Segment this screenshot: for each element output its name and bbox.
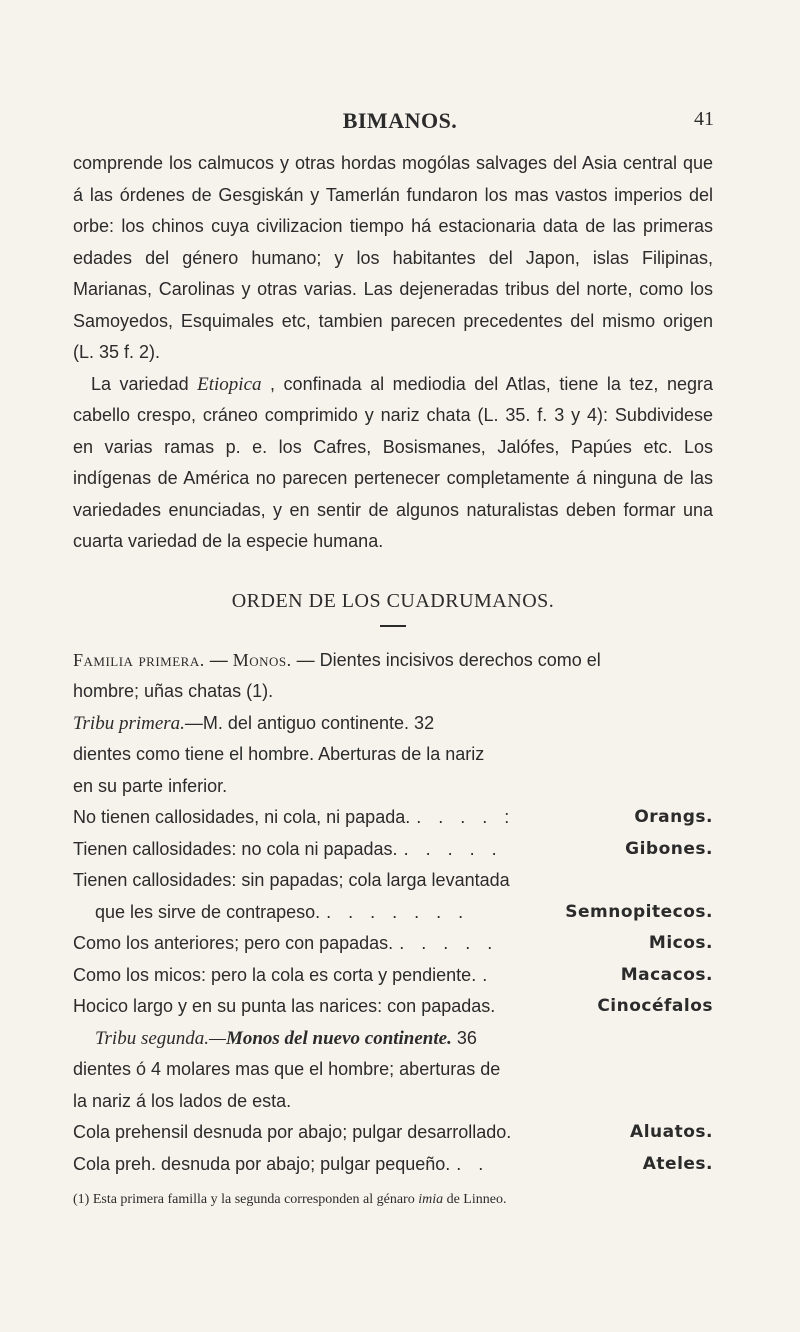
tribu-2-line-2: dientes ó 4 molares mas que el hombre; aberturas de <box>73 1059 501 1079</box>
footnote <box>73 1192 713 1208</box>
page-header <box>0 108 800 138</box>
tribu-2-line-3: la nariz á los lados de esta. <box>73 1090 292 1111</box>
leader-dots <box>495 991 597 1023</box>
paragraph-ethiopian <box>73 369 713 558</box>
paragraph-text: , confinada al mediodia del Atlas, tiene la tez, negra cabello crespo, cráneo comprimido y nariz chata (L. 35. f. 3 y 4): Subdividese en varias ramas p. e. los Cafres, Bosismanes, Jalófes, Papúes etc. Los indígenas de América no parecen pertenecer completamente á ninguna de las variedades enunciadas, y en sentir de algunos naturalistas deben formar una cuarta variedad de la especie humana. <box>73 373 713 551</box>
running-head: BIMANOS. <box>342 108 458 133</box>
genus-name: Gibones. <box>625 838 713 859</box>
key-description: Cola prehensil desnuda por abajo; pulgar desarrollado. <box>73 1122 512 1142</box>
tribu-2-line <box>73 1023 713 1055</box>
genus-name: Ateles. <box>642 1153 713 1174</box>
key-row <box>73 928 713 960</box>
key-row <box>73 960 713 992</box>
footnote-italic: imia <box>418 1192 444 1207</box>
key-row <box>73 1117 713 1149</box>
tribu-text: —M. del antiguo continente. 32 <box>184 712 435 733</box>
key-row <box>73 865 713 897</box>
paragraph-mongolian: comprende los calmucos y otras hordas mogólas salvages del Asia central que á las órdenes de Gesgiskán y Tamerlán fundaron los mas vastos imperios del orbe: los chinos cuya civilizacion tiempo há estacionaria data de las primeras edades del género humano; y los habitantes del Japon, islas Filipinas, Marianas, Carolinas y otras varias. Las dejeneradas tribus del norte, como los Samoyedos, Esquimales etc, tambien parecen precedentes del mismo origen (L. 35 f. 2). <box>73 153 713 362</box>
leader-dots <box>511 1117 630 1149</box>
page-number: 41 <box>694 108 714 130</box>
key-description: Como los micos: pero la cola es corta y pendiente. <box>73 964 477 985</box>
key-description: Tienen callosidades: sin papadas; cola larga levantada <box>73 870 510 890</box>
tribu-1-line-3: en su parte inferior. <box>73 775 228 796</box>
key-row <box>73 991 713 1023</box>
key-description: que les sirve de contrapeso. <box>95 901 321 922</box>
key-description: No tienen callosidades, ni cola, ni papada. <box>73 807 411 827</box>
section-title: ORDEN DE LOS CUADRUMANOS. <box>231 589 555 612</box>
key-row <box>73 802 713 834</box>
leader-dots: . <box>482 964 494 985</box>
genus-name: Cinocéfalos <box>597 996 713 1016</box>
key-description: Cola preh. desnuda por abajo; pulgar pequeño. <box>73 1153 451 1174</box>
paragraph-text: La variedad <box>91 373 198 394</box>
familia-line-2: hombre; uñas chatas (1). <box>73 681 274 701</box>
tribu-1-line-2: dientes como tiene el hombre. Aberturas de la nariz <box>73 744 485 764</box>
tribu-label: Tribu segunda. <box>95 1027 210 1049</box>
key-description: Tienen callosidades: no cola ni papadas. <box>73 838 398 859</box>
leader-dots: . . <box>456 1153 490 1174</box>
familia-name: Monos. <box>232 649 292 670</box>
genus-name: Macacos. <box>620 964 713 985</box>
genus-name: Semnopitecos. <box>565 901 713 922</box>
tribu-label: Tribu primera. <box>73 712 185 734</box>
genus-name: Micos. <box>648 933 713 953</box>
leader-dots: . . . . . . . <box>326 901 470 922</box>
dash: — <box>291 649 320 670</box>
footnote-text: Esta primera familla y la segunda corresponden al génaro <box>89 1192 419 1207</box>
variety-name: Etiopica <box>197 373 262 395</box>
leader-dots: . . . . . <box>403 838 503 859</box>
footnote-text: de Linneo. <box>443 1192 507 1207</box>
key-description: Como los anteriores; pero con papadas. <box>73 933 394 953</box>
leader-dots: . . . . : <box>416 807 516 827</box>
leader-dots: . . . . . <box>399 933 499 953</box>
key-row <box>73 897 713 929</box>
familia-text: Dientes incisivos derechos como el <box>319 649 601 670</box>
dash: — <box>204 649 233 670</box>
tribu-title: Monos del nuevo continente. <box>225 1027 452 1049</box>
key-row <box>73 1149 713 1181</box>
tribu-text: 36 <box>451 1027 477 1048</box>
familia-label: Familia primera. <box>73 649 205 670</box>
genus-name: Aluatos. <box>630 1122 713 1142</box>
dash: — <box>209 1027 226 1049</box>
title-rule <box>380 625 406 627</box>
key-description: Hocico largo y en su punta las narices: con papadas. <box>73 996 496 1016</box>
familia-line <box>73 645 713 677</box>
body-text <box>73 148 713 1208</box>
key-row <box>73 834 713 866</box>
genus-name: Orangs. <box>634 807 713 827</box>
footnote-marker: (1) <box>73 1192 90 1207</box>
tribu-1-line <box>73 708 713 740</box>
